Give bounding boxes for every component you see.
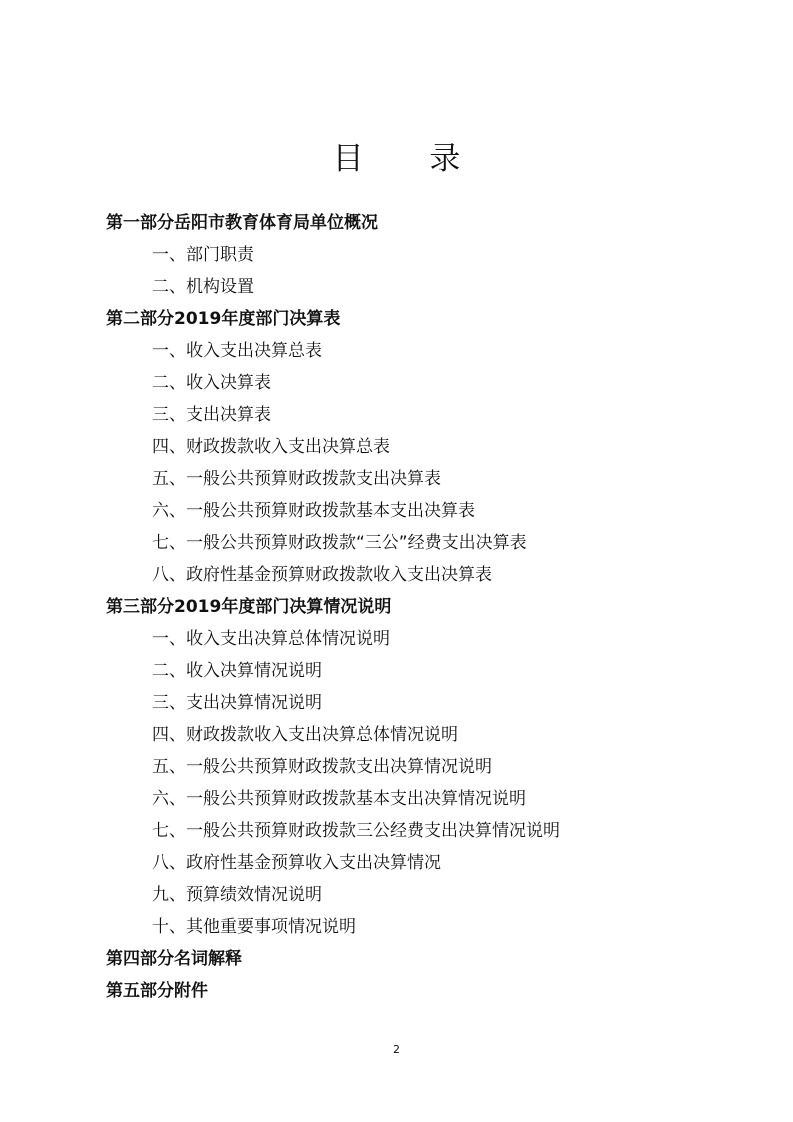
toc-item: 四、财政拨款收入支出决算总体情况说明: [152, 725, 458, 745]
toc-item: 七、一般公共预算财政拨款三公经费支出决算情况说明: [152, 821, 560, 841]
toc-item: 十、其他重要事项情况说明: [152, 917, 356, 937]
page-title: [0, 137, 793, 181]
toc-item: 二、收入决算表: [152, 373, 271, 393]
toc-item: 二、机构设置: [152, 277, 254, 297]
toc-part-2: 第二部分2019年度部门决算表: [106, 309, 341, 329]
toc-item: 二、收入决算情况说明: [152, 661, 322, 681]
toc-item: 一、收入支出决算总体情况说明: [152, 629, 390, 649]
toc-item: 八、政府性基金预算收入支出决算情况: [152, 853, 441, 873]
toc-item: 五、一般公共预算财政拨款支出决算情况说明: [152, 757, 492, 777]
toc-item: 三、支出决算情况说明: [152, 693, 322, 713]
page-title-text: 目 录: [332, 140, 489, 177]
toc-part-4: 第四部分名词解释: [106, 949, 242, 969]
toc-item: 六、一般公共预算财政拨款基本支出决算表: [152, 501, 475, 521]
toc-part-5: 第五部分附件: [106, 981, 208, 1001]
toc-item: 一、部门职责: [152, 245, 254, 265]
toc-item: 九、预算绩效情况说明: [152, 885, 322, 905]
toc-item: 八、政府性基金预算财政拨款收入支出决算表: [152, 565, 492, 585]
toc-item: 七、一般公共预算财政拨款“三公”经费支出决算表: [152, 533, 527, 553]
toc-item: 六、一般公共预算财政拨款基本支出决算情况说明: [152, 789, 526, 809]
toc-item: 五、一般公共预算财政拨款支出决算表: [152, 469, 441, 489]
page-number: 2: [393, 1043, 400, 1056]
toc-part-1: 第一部分岳阳市教育体育局单位概况: [106, 213, 378, 233]
toc-item: 四、财政拨款收入支出决算总表: [152, 437, 390, 457]
toc-part-3: 第三部分2019年度部门决算情况说明: [106, 597, 392, 617]
toc-item: 一、收入支出决算总表: [152, 341, 322, 361]
toc-item: 三、支出决算表: [152, 405, 271, 425]
